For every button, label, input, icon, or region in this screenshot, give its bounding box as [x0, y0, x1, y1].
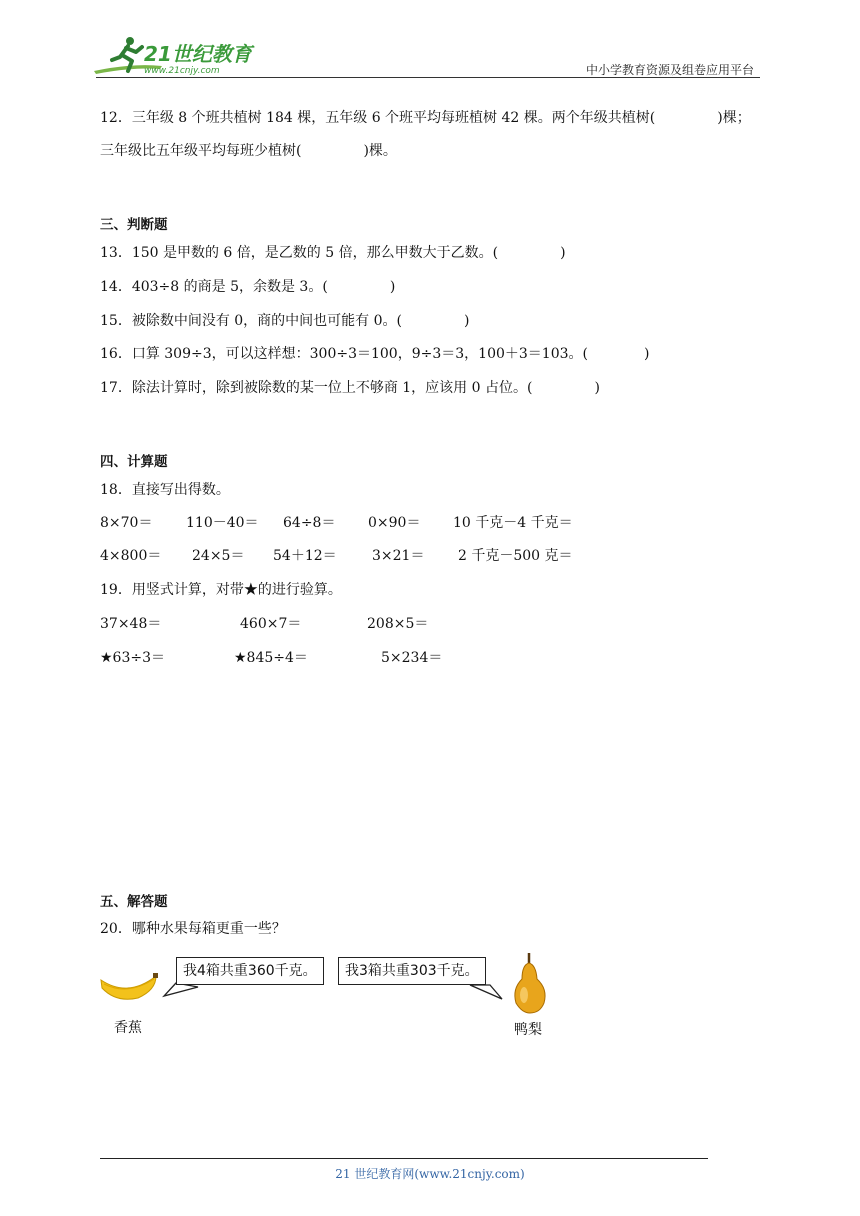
question-12-text: 12．三年级 8 个班共植树 184 棵，五年级 6 个班平均每班植树 42 棵。两个年级共植树( [100, 110, 656, 126]
banana-speech-bubble: 我4箱共重360千克。 [176, 957, 324, 985]
question-13: 13．150 是甲数的 6 倍，是乙数的 5 倍，那么甲数大于乙数。( ) [100, 245, 566, 261]
vertical-calc-item: ★845÷4＝ [234, 650, 308, 666]
question-16: 16．口算 309÷3，可以这样想：300÷3＝100，9÷3＝3，100＋3＝103。( ) [100, 346, 650, 362]
question-12-end: )棵； [717, 110, 751, 126]
pear-icon [508, 951, 550, 1015]
footer-link[interactable]: 21 世纪教育网(www.21cnjy.com) [335, 1167, 525, 1181]
vertical-calc-item: ★63÷3＝ [100, 650, 166, 666]
question-12-text2: 三年级比五年级平均每班少植树( [100, 143, 302, 159]
vertical-calc-item: 37×48＝ [100, 616, 162, 632]
calc-item: 64÷8＝ [283, 515, 336, 531]
calc-item: 110－40＝ [186, 515, 259, 531]
vertical-calc-item: 208×5＝ [367, 616, 429, 632]
calc-item: 24×5＝ [192, 548, 245, 564]
section-4-title: 四、计算题 [100, 454, 168, 470]
section-3-title: 三、判断题 [100, 217, 168, 233]
calc-item: 2 千克－500 克＝ [458, 548, 573, 564]
question-17: 17．除法计算时，除到被除数的某一位上不够商 1，应该用 0 占位。( ) [100, 380, 600, 396]
vertical-calc-item: 5×234＝ [381, 650, 443, 666]
pear-label: 鸭梨 [514, 1022, 542, 1038]
question-18: 18．直接写出得数。 [100, 482, 230, 498]
question-20: 20．哪种水果每箱更重一些？ [100, 921, 286, 937]
vertical-calc-item: 460×7＝ [240, 616, 302, 632]
calc-item: 0×90＝ [368, 515, 421, 531]
question-19: 19．用竖式计算，对带★的进行验算。 [100, 582, 342, 598]
header-platform-text: 中小学教育资源及组卷应用平台 [585, 63, 754, 77]
calc-item: 10 千克－4 千克＝ [453, 515, 573, 531]
banana-label: 香蕉 [114, 1020, 142, 1036]
logo-url: www.21cnjy.com [144, 66, 220, 76]
calc-item: 8×70＝ [100, 515, 153, 531]
pear-speech-bubble: 我3箱共重303千克。 [338, 957, 486, 985]
calc-item: 3×21＝ [372, 548, 425, 564]
question-12-end2: )棵。 [363, 143, 397, 159]
calc-item: 4×800＝ [100, 548, 162, 564]
pear-image [508, 951, 550, 1015]
logo-text: 21世纪教育 [144, 42, 252, 66]
calc-item: 54＋12＝ [273, 548, 337, 564]
section-5-title: 五、解答题 [100, 894, 168, 910]
question-15: 15．被除数中间没有 0，商的中间也可能有 0。( ) [100, 313, 470, 329]
question-14: 14．403÷8 的商是 5，余数是 3。( ) [100, 279, 396, 295]
footer-divider [100, 1158, 708, 1159]
